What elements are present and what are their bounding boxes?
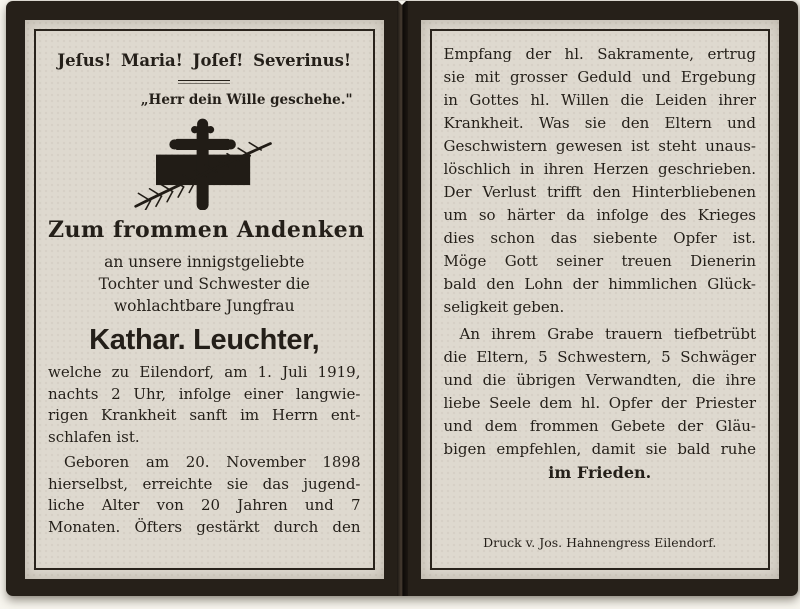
dedication-line-1: an unsere innigstgeliebte [104,253,305,271]
dedication-line-2: Tochter und Schwester die [98,275,310,293]
body-line: die Eltern, 5 Schwestern, 5 Schwäger [443,348,756,366]
body-line: bald den Lohn der himmlichen Glück- [443,275,756,293]
body-line: Monaten. Öfters gestärkt durch den [48,517,361,536]
body-line: Der Verlust trifft den Hinterbliebenen [443,183,756,201]
body-line: rigen Krankheit sanft im Herrn ent- [48,406,361,424]
body-line: Geschwistern gewesen ist steht unaus- [443,137,756,155]
right-page-paper [421,20,780,579]
death-paragraph [48,362,361,448]
cross-and-palm-icon [48,114,361,210]
memorial-card [6,1,798,596]
deceased-name: Kathar. Leuchter, [89,324,320,356]
right-page [408,1,799,596]
memorial-heading: Zum frommen Andenken [48,217,365,243]
divider-rule [178,80,230,84]
body-line: bigen empfehlen, damit sie bald ruhe [443,440,756,458]
body-line: und die übrigen Verwandten, die ihre [443,371,756,389]
right-inner-frame [430,29,771,570]
body-line: liebe Seele dem hl. Opfer der Priester [443,394,756,412]
body-line: und dem frommen Gebete der Gläu- [443,417,756,435]
body-line: liche Alter von 20 Jahren und 7 [48,496,361,514]
body-line: löschlich in ihren Herzen geschrieben. [443,160,756,178]
motto-line: „Herr dein Wille geschehe." [140,92,353,108]
body-line: hierselbst, erreichte sie das jugend- [48,474,361,493]
body-line: seligkeit geben. [443,298,565,316]
body-line: schlafen ist. [48,427,140,446]
left-inner-frame [34,29,375,570]
mourners-paragraph [444,323,757,461]
body-line: um so härter da infolge des Krieges [443,206,756,224]
body-line: Geboren am 20. November 1898 [64,453,361,471]
birth-paragraph [48,452,361,538]
closing-line: im Frieden. [548,463,652,482]
body-line: dies schon das siebente Opfer ist. [443,229,756,247]
left-page-paper [25,20,384,579]
body-line: welche zu Eilendorf, am 1. Juli 1919, [48,363,361,381]
body-line: Möge Gott seiner treuen Dienerin [443,252,756,270]
dedication-line-3: wohlachtbare Jungfrau [113,297,295,315]
body-line: in Gottes hl. Willen die Leiden ihrer [443,91,756,109]
body-line: sie mit grosser Geduld und Ergebung [443,68,756,86]
printer-credit: Druck v. Jos. Hahnengress Eilendorf. [483,535,717,550]
body-line: Empfang der hl. Sakramente, ertrug [443,45,756,63]
invocation-line: Jeſus! Maria! Joſef! Severinus! [57,51,352,70]
body-line: An ihrem Grabe trauern tiefbetrübt [459,325,756,343]
left-page [6,1,397,596]
continuation-paragraph [444,43,757,319]
body-line: Krankheit. Was sie den Eltern und [443,114,756,132]
body-line: nachts 2 Uhr, infolge einer langwie- [48,384,361,403]
center-fold [397,1,408,596]
